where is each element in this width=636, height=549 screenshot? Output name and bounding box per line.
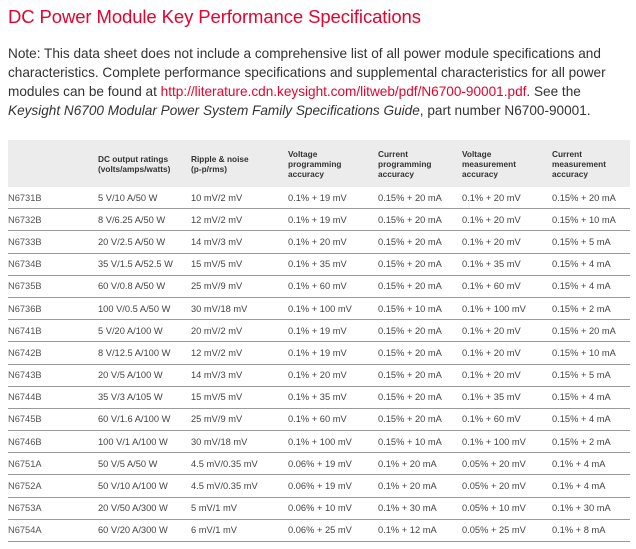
guide-title: Keysight N6700 Modular Power System Family Specifications Guide — [8, 103, 420, 118]
current-meas-cell: 0.15% + 2 mA — [547, 431, 630, 453]
voltage-meas-cell: 0.1% + 20 mV — [457, 364, 547, 386]
voltage-meas-cell: 0.05% + 20 mV — [457, 453, 547, 475]
current-meas-cell: 0.15% + 10 mA — [547, 209, 630, 231]
voltage-prog-cell: 0.1% + 60 mV — [283, 408, 373, 430]
current-prog-cell: 0.1% + 20 mA — [373, 453, 457, 475]
header-line: accuracy — [288, 168, 324, 179]
voltage-prog-cell: 0.1% + 100 mV — [283, 297, 373, 319]
current-prog-cell: 0.15% + 20 mA — [373, 187, 457, 209]
header-line: programming — [378, 158, 432, 169]
table-row — [8, 209, 630, 231]
voltage-meas-cell: 0.1% + 20 mV — [457, 209, 547, 231]
ripple-noise-cell: 30 mV/18 mV — [186, 431, 283, 453]
table-row — [8, 342, 630, 364]
header-line: accuracy — [378, 168, 414, 179]
dc-output-cell: 60 V/1.6 A/100 W — [93, 408, 186, 430]
voltage-meas-cell: 0.1% + 100 mV — [457, 431, 547, 453]
current-meas-cell: 0.15% + 4 mA — [547, 275, 630, 297]
note-paragraph — [8, 44, 632, 120]
voltage-meas-cell: 0.05% + 25 mV — [457, 519, 547, 541]
header-line: (p-p/rms) — [191, 163, 227, 174]
current-meas-cell: 0.15% + 10 mA — [547, 342, 630, 364]
dc-output-cell: 5 V/20 A/100 W — [93, 320, 186, 342]
voltage-meas-header — [457, 140, 547, 187]
voltage-prog-cell: 0.1% + 100 mV — [283, 431, 373, 453]
current-prog-cell: 0.15% + 20 mA — [373, 386, 457, 408]
header-line: programming — [288, 158, 342, 169]
voltage-prog-cell: 0.06% + 19 mV — [283, 453, 373, 475]
voltage-meas-cell: 0.1% + 20 mV — [457, 342, 547, 364]
dc-output-cell: 8 V/6.25 A/50 W — [93, 209, 186, 231]
voltage-meas-cell: 0.1% + 60 mV — [457, 408, 547, 430]
current-meas-cell: 0.1% + 4 mA — [547, 453, 630, 475]
note-text-middle: . See the — [526, 84, 581, 99]
table-row — [8, 297, 630, 319]
model-cell: N6741B — [8, 320, 93, 342]
header-line: Voltage — [288, 148, 318, 159]
current-prog-cell: 0.15% + 20 mA — [373, 342, 457, 364]
table-row — [8, 408, 630, 430]
dc-output-header — [93, 140, 186, 187]
dc-output-cell: 100 V/1 A/100 W — [93, 431, 186, 453]
voltage-prog-cell: 0.1% + 35 mV — [283, 386, 373, 408]
current-meas-cell: 0.15% + 4 mA — [547, 253, 630, 275]
voltage-prog-cell: 0.1% + 20 mV — [283, 231, 373, 253]
table-row — [8, 187, 630, 209]
ripple-noise-cell: 25 mV/9 mV — [186, 408, 283, 430]
voltage-prog-cell: 0.1% + 19 mV — [283, 187, 373, 209]
voltage-meas-cell: 0.1% + 20 mV — [457, 231, 547, 253]
voltage-prog-cell: 0.1% + 20 mV — [283, 364, 373, 386]
dc-output-cell: 20 V/5 A/100 W — [93, 364, 186, 386]
ripple-noise-cell: 30 mV/18 mV — [186, 297, 283, 319]
header-line: Voltage — [462, 148, 492, 159]
current-prog-cell: 0.15% + 10 mA — [373, 297, 457, 319]
voltage-meas-cell: 0.1% + 20 mV — [457, 320, 547, 342]
current-meas-cell: 0.1% + 4 mA — [547, 475, 630, 497]
dc-output-cell: 50 V/10 A/100 W — [93, 475, 186, 497]
header-line: measurement — [462, 158, 516, 169]
current-prog-cell: 0.15% + 10 mA — [373, 431, 457, 453]
table-row — [8, 386, 630, 408]
current-prog-cell: 0.1% + 20 mA — [373, 475, 457, 497]
voltage-meas-cell: 0.1% + 35 mV — [457, 386, 547, 408]
header-line: measurement — [552, 158, 606, 169]
dc-output-cell: 20 V/2.5 A/50 W — [93, 231, 186, 253]
table-header-row — [8, 140, 630, 187]
voltage-prog-cell: 0.06% + 10 mV — [283, 497, 373, 519]
note-text-end: , part number N6700-90001. — [419, 103, 591, 118]
current-meas-cell: 0.15% + 5 mA — [547, 364, 630, 386]
current-prog-cell: 0.1% + 12 mA — [373, 519, 457, 541]
model-cell: N6734B — [8, 253, 93, 275]
current-meas-cell: 0.1% + 8 mA — [547, 519, 630, 541]
current-meas-cell: 0.15% + 5 mA — [547, 231, 630, 253]
voltage-prog-cell: 0.06% + 19 mV — [283, 475, 373, 497]
current-prog-cell: 0.15% + 20 mA — [373, 364, 457, 386]
current-meas-cell: 0.15% + 2 mA — [547, 297, 630, 319]
current-prog-cell: 0.15% + 20 mA — [373, 253, 457, 275]
header-line: DC output ratings — [98, 153, 169, 164]
dc-output-cell: 20 V/50 A/300 W — [93, 497, 186, 519]
current-prog-cell: 0.1% + 30 mA — [373, 497, 457, 519]
voltage-meas-cell: 0.1% + 35 mV — [457, 253, 547, 275]
ripple-noise-cell: 15 mV/5 mV — [186, 253, 283, 275]
current-meas-cell: 0.15% + 20 mA — [547, 187, 630, 209]
ripple-noise-cell: 10 mV/2 mV — [186, 187, 283, 209]
table-row — [8, 497, 630, 519]
dc-output-cell: 35 V/3 A/105 W — [93, 386, 186, 408]
ripple-noise-cell: 20 mV/2 mV — [186, 320, 283, 342]
ripple-noise-cell: 12 mV/2 mV — [186, 342, 283, 364]
table-body — [8, 187, 630, 542]
model-cell: N6743B — [8, 364, 93, 386]
dc-output-cell: 35 V/1.5 A/52.5 W — [93, 253, 186, 275]
page-title: DC Power Module Key Performance Specifications — [8, 6, 421, 27]
ripple-noise-cell: 25 mV/9 mV — [186, 275, 283, 297]
header-line: Current — [552, 148, 582, 159]
current-meas-header — [547, 140, 630, 187]
dc-output-cell: 60 V/0.8 A/50 W — [93, 275, 186, 297]
current-meas-cell: 0.15% + 4 mA — [547, 408, 630, 430]
header-line: (volts/amps/watts) — [98, 163, 171, 174]
header-line: Ripple & noise — [191, 153, 249, 164]
model-cell: N6751A — [8, 453, 93, 475]
ripple-noise-cell: 6 mV/1 mV — [186, 519, 283, 541]
model-cell: N6731B — [8, 187, 93, 209]
model-cell: N6732B — [8, 209, 93, 231]
voltage-meas-cell: 0.1% + 20 mV — [457, 187, 547, 209]
ripple-noise-cell: 4.5 mV/0.35 mV — [186, 453, 283, 475]
table-row — [8, 431, 630, 453]
dc-output-cell: 60 V/20 A/300 W — [93, 519, 186, 541]
model-cell: N6733B — [8, 231, 93, 253]
current-prog-cell: 0.15% + 20 mA — [373, 231, 457, 253]
current-prog-cell: 0.15% + 20 mA — [373, 275, 457, 297]
header-line: accuracy — [462, 168, 498, 179]
current-prog-cell: 0.15% + 20 mA — [373, 408, 457, 430]
model-cell: N6746B — [8, 431, 93, 453]
dc-output-cell: 50 V/5 A/50 W — [93, 453, 186, 475]
ripple-noise-header — [186, 140, 283, 187]
voltage-prog-cell: 0.1% + 19 mV — [283, 209, 373, 231]
ripple-noise-cell: 12 mV/2 mV — [186, 209, 283, 231]
specs-table — [8, 140, 630, 542]
ripple-noise-cell: 4.5 mV/0.35 mV — [186, 475, 283, 497]
table-row — [8, 519, 630, 541]
voltage-meas-cell: 0.1% + 100 mV — [457, 297, 547, 319]
voltage-meas-cell: 0.05% + 10 mV — [457, 497, 547, 519]
voltage-prog-cell: 0.06% + 25 mV — [283, 519, 373, 541]
table-row — [8, 253, 630, 275]
header-line: Current — [378, 148, 408, 159]
current-prog-cell: 0.15% + 20 mA — [373, 320, 457, 342]
model-cell: N6752A — [8, 475, 93, 497]
model-cell: N6754A — [8, 519, 93, 541]
model-cell: N6735B — [8, 275, 93, 297]
table-row — [8, 475, 630, 497]
ripple-noise-cell: 15 mV/5 mV — [186, 386, 283, 408]
model-cell: N6745B — [8, 408, 93, 430]
table-row — [8, 453, 630, 475]
voltage-prog-header — [283, 140, 373, 187]
ripple-noise-cell: 14 mV/3 mV — [186, 231, 283, 253]
dc-output-cell: 5 V/10 A/50 W — [93, 187, 186, 209]
dc-output-cell: 8 V/12.5 A/100 W — [93, 342, 186, 364]
model-cell: N6742B — [8, 342, 93, 364]
voltage-meas-cell: 0.1% + 60 mV — [457, 275, 547, 297]
voltage-meas-cell: 0.05% + 20 mV — [457, 475, 547, 497]
dc-output-cell: 100 V/0.5 A/50 W — [93, 297, 186, 319]
model-header — [8, 140, 93, 187]
table-row — [8, 275, 630, 297]
table-row — [8, 320, 630, 342]
voltage-prog-cell: 0.1% + 60 mV — [283, 275, 373, 297]
header-line: accuracy — [552, 168, 588, 179]
voltage-prog-cell: 0.1% + 35 mV — [283, 253, 373, 275]
table-row — [8, 364, 630, 386]
note-text: Note: This data sheet does not include a comprehensive list of all power module specifications and characteristics. Complete performance specifications and supplemental characteristics for all power modules can be found at — [8, 46, 606, 99]
table-row — [8, 231, 630, 253]
model-cell: N6744B — [8, 386, 93, 408]
current-meas-cell: 0.1% + 30 mA — [547, 497, 630, 519]
current-meas-cell: 0.15% + 20 mA — [547, 320, 630, 342]
current-meas-cell: 0.15% + 4 mA — [547, 386, 630, 408]
model-cell: N6736B — [8, 297, 93, 319]
ripple-noise-cell: 5 mV/1 mV — [186, 497, 283, 519]
voltage-prog-cell: 0.1% + 19 mV — [283, 320, 373, 342]
model-cell: N6753A — [8, 497, 93, 519]
spec-guide-link[interactable]: http://literature.cdn.keysight.com/litweb/pdf/N6700-90001.pdf — [160, 84, 527, 99]
voltage-prog-cell: 0.1% + 19 mV — [283, 342, 373, 364]
current-prog-cell: 0.15% + 20 mA — [373, 209, 457, 231]
current-prog-header — [373, 140, 457, 187]
ripple-noise-cell: 14 mV/3 mV — [186, 364, 283, 386]
